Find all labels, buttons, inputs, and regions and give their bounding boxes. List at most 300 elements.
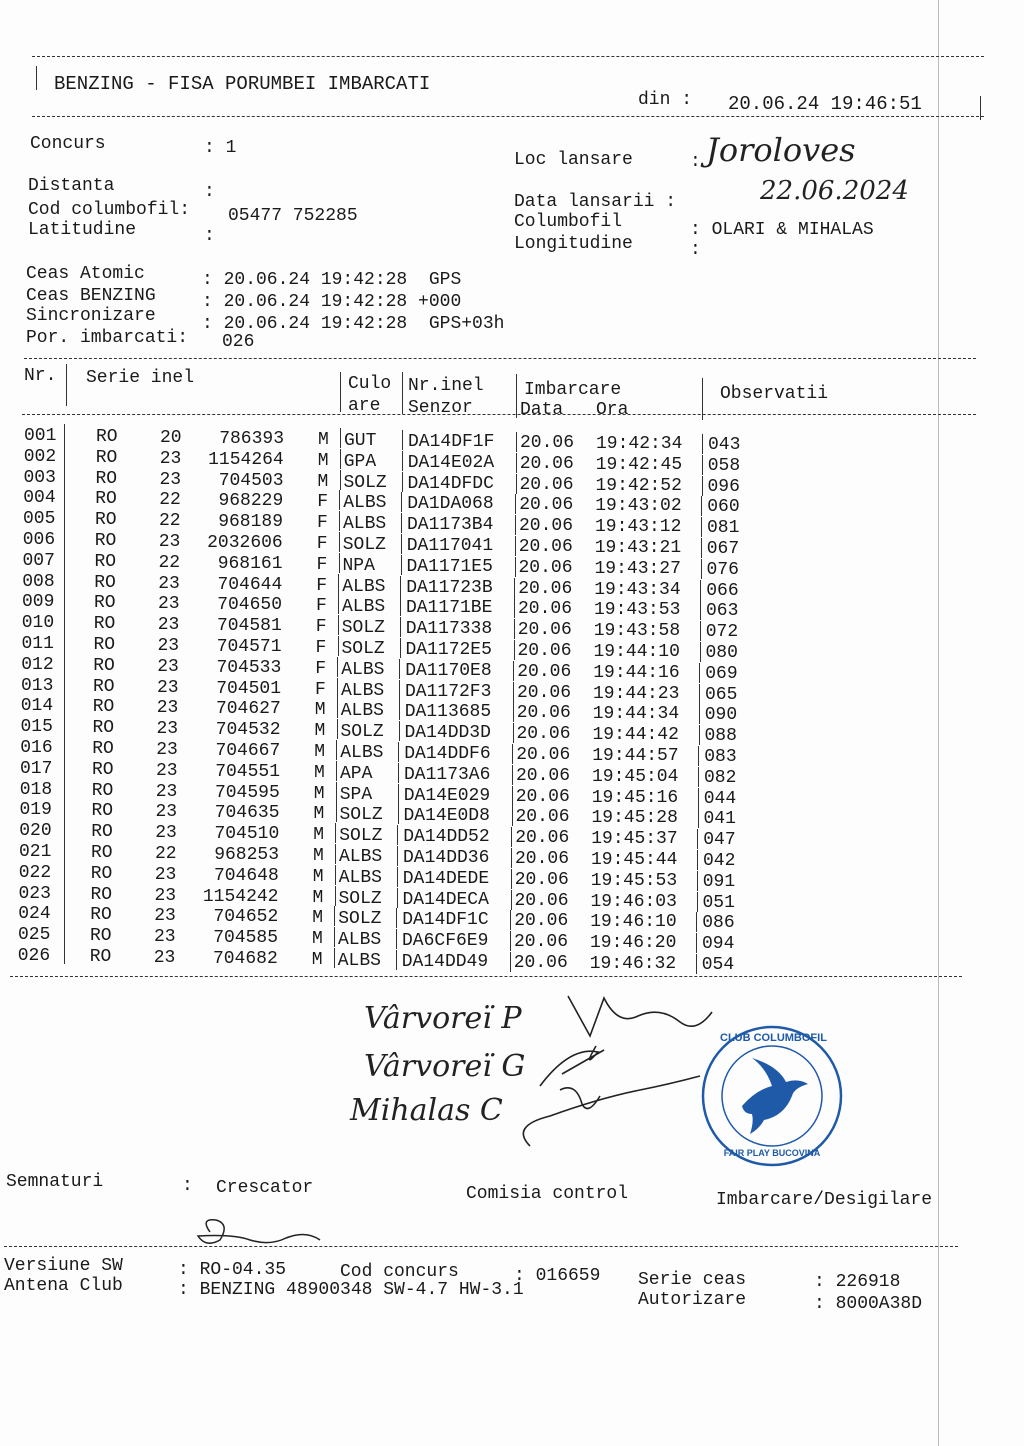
- row-sex: M: [312, 929, 323, 950]
- row-sensor: DA6CF6E9: [402, 931, 489, 952]
- semnatura-crescator: Crescator: [216, 1178, 314, 1198]
- cod-columbofil-label: Cod columbofil:: [28, 200, 191, 220]
- row-country: RO: [95, 447, 118, 468]
- row-time: 19:43:12: [595, 517, 682, 538]
- table-row: [0, 946, 1024, 975]
- row-country: RO: [90, 905, 112, 926]
- row-sensor: DA14DFDC: [407, 473, 494, 494]
- row-country: RO: [91, 780, 114, 801]
- row-date: 20.06: [515, 807, 570, 828]
- handwritten-name-3: Mihalas C: [350, 1093, 503, 1128]
- row-time: 19:45:37: [591, 829, 678, 850]
- row-country: RO: [91, 843, 113, 863]
- row-observation: 060: [707, 497, 740, 518]
- row-year: 23: [157, 615, 180, 636]
- row-sensor: DA14DF1C: [402, 910, 489, 931]
- row-year: 23: [156, 719, 179, 740]
- col-nr: Nr.: [24, 366, 57, 386]
- row-sensor: DA14DF1F: [408, 432, 495, 452]
- row-nr: 017: [20, 758, 53, 779]
- row-date: 20.06: [519, 453, 574, 474]
- row-time: 19:45:04: [592, 766, 679, 787]
- row-date: 20.06: [516, 765, 571, 786]
- row-country: RO: [95, 489, 117, 510]
- row-ring-number: 1154264: [208, 449, 284, 470]
- row-time: 19:42:45: [595, 454, 683, 475]
- row-sensor: DA14DD52: [403, 827, 490, 848]
- row-color: NPA: [342, 555, 375, 576]
- row-ring-number: 704585: [213, 928, 278, 949]
- table-row: [0, 530, 1024, 559]
- row-divider: [340, 449, 341, 469]
- row-date: 20.06: [514, 911, 569, 932]
- row-country: RO: [91, 801, 114, 822]
- longitudine-value: :: [690, 240, 701, 260]
- row-observation: 066: [706, 580, 739, 601]
- footer-rule: [4, 1246, 958, 1247]
- row-divider: [336, 740, 337, 760]
- col-divider-2: [340, 372, 341, 412]
- row-divider: [336, 782, 337, 802]
- row-divider: [335, 823, 336, 843]
- row-ring-number: 968229: [218, 491, 284, 512]
- row-sex: M: [312, 908, 324, 929]
- row-country: RO: [90, 926, 112, 947]
- table-row: [0, 925, 1024, 955]
- table-row: [0, 592, 1024, 622]
- col-divider-4: [516, 374, 517, 418]
- report-title: BENZING - FISA PORUMBEI IMBARCATI: [54, 73, 431, 95]
- table-row: [0, 488, 1024, 518]
- row-observation: 047: [703, 830, 736, 851]
- row-observation: 043: [708, 435, 741, 455]
- row-time: 19:44:34: [592, 704, 680, 725]
- row-observation: 076: [706, 559, 739, 580]
- row-sex: M: [314, 762, 325, 783]
- row-sex: M: [313, 804, 325, 825]
- table-row: [0, 675, 1024, 705]
- row-color: ALBS: [338, 867, 382, 888]
- row-sex: F: [315, 679, 326, 700]
- row-date: 20.06: [520, 433, 575, 453]
- row-sex: M: [317, 450, 329, 471]
- row-color: SOLZ: [341, 618, 385, 639]
- row-ring-number: 704667: [215, 741, 281, 761]
- table-row: [0, 467, 1024, 497]
- row-time: 19:46:03: [590, 891, 677, 912]
- row-ring-number: 704595: [214, 782, 280, 803]
- latitudine-value: :: [204, 226, 215, 246]
- row-color: SOLZ: [338, 909, 382, 930]
- col-divider-1: [66, 364, 67, 406]
- row-year: 23: [155, 781, 178, 802]
- row-sensor: DA1173A6: [404, 764, 491, 785]
- crescator-signature: [190, 1214, 340, 1254]
- row-country: RO: [92, 718, 115, 739]
- row-divider: [334, 948, 335, 968]
- row-sensor: DA14DD36: [403, 848, 490, 868]
- row-ring-number: 704648: [213, 865, 279, 886]
- row-year: 23: [155, 802, 178, 823]
- row-divider: [335, 886, 336, 906]
- row-date: 20.06: [518, 578, 573, 599]
- row-nr: 013: [21, 675, 54, 696]
- row-date: 20.06: [516, 724, 571, 745]
- row-color: SOLZ: [340, 722, 384, 743]
- table-row: [0, 550, 1024, 580]
- row-year: 23: [158, 573, 180, 594]
- row-year: 23: [159, 448, 182, 469]
- col-serie: Serie inel: [86, 368, 195, 388]
- semnatura-imbarcare: Imbarcare/Desigilare: [716, 1190, 933, 1210]
- serie-ceas-label: Serie ceas: [638, 1270, 747, 1290]
- row-color: ALBS: [341, 680, 385, 701]
- row-nr: 014: [20, 696, 54, 717]
- row-ring-number: 704571: [216, 637, 282, 657]
- row-year: 23: [153, 948, 176, 968]
- row-divider: [510, 952, 511, 972]
- table-row: [0, 613, 1024, 643]
- row-color: ALBS: [337, 951, 381, 971]
- row-ring-number: 704635: [214, 803, 280, 824]
- row-ring-number: 704650: [217, 595, 282, 616]
- ceas-atomic-value: : 20.06.24 19:42:28 GPS: [202, 270, 462, 290]
- row-date: 20.06: [518, 557, 573, 578]
- row-country: RO: [92, 697, 115, 718]
- row-nr: 001: [24, 426, 57, 446]
- table-row: [0, 634, 1024, 663]
- row-ring-number: 704532: [215, 720, 281, 741]
- signature-scribbles: [500, 986, 730, 1156]
- concurs-label: Concurs: [30, 134, 106, 154]
- row-country: RO: [94, 593, 116, 614]
- row-ring-number: 704627: [215, 699, 281, 720]
- row-nr: 010: [21, 613, 55, 634]
- row-country: RO: [93, 614, 116, 635]
- row-nr: 006: [22, 530, 56, 550]
- row-time: 19:44:16: [593, 662, 680, 683]
- col-inel-1: Nr.inel: [408, 376, 484, 396]
- row-nr: 002: [23, 446, 57, 467]
- handwritten-name-2: Vârvoreï G: [364, 1049, 526, 1084]
- row-ring-number: 704644: [217, 574, 283, 595]
- row-country: RO: [95, 510, 117, 531]
- row-sensor: DA113685: [404, 702, 492, 723]
- row-divider: [338, 594, 339, 614]
- body-divider-nr: [64, 424, 65, 964]
- table-row: [0, 862, 1024, 892]
- ceas-benzing-label: Ceas BENZING: [26, 286, 156, 306]
- row-sex: M: [311, 950, 323, 970]
- row-divider: [340, 428, 341, 448]
- row-observation: 051: [702, 892, 735, 913]
- handwritten-name-1: Vârvoreï P: [364, 1001, 522, 1036]
- row-color: SOLZ: [343, 472, 387, 493]
- row-time: 19:44:23: [593, 683, 680, 704]
- row-date: 20.06: [517, 661, 572, 682]
- cod-concurs-label: Cod concurs: [340, 1262, 459, 1282]
- row-divider: [338, 574, 339, 594]
- row-country: RO: [90, 863, 113, 884]
- row-divider: [335, 844, 336, 864]
- semnaturi-sep: :: [182, 1176, 193, 1196]
- row-color: ALBS: [341, 659, 385, 680]
- row-sensor: DA117338: [405, 619, 493, 640]
- row-country: RO: [94, 551, 117, 572]
- row-color: ALBS: [338, 930, 382, 951]
- row-sex: F: [316, 596, 327, 617]
- row-divider: [335, 865, 336, 885]
- row-date: 20.06: [516, 703, 571, 724]
- por-imbarcati-label: Por. imbarcati:: [26, 328, 189, 348]
- distanta-value: :: [204, 182, 215, 202]
- table-bottom-rule: [10, 976, 962, 977]
- row-time: 19:43:58: [593, 621, 681, 642]
- row-nr: 007: [22, 550, 55, 571]
- row-color: SPA: [339, 784, 373, 805]
- row-ring-number: 968253: [214, 845, 279, 865]
- row-year: 23: [154, 906, 176, 927]
- din-label: din :: [638, 90, 693, 110]
- col-culoare-1: Culo: [348, 374, 392, 394]
- row-date: 20.06: [519, 495, 574, 516]
- concurs-value: : 1: [204, 138, 237, 158]
- row-nr: 020: [19, 821, 52, 842]
- row-year: 23: [154, 885, 177, 906]
- row-nr: 018: [19, 779, 53, 800]
- table-row: [0, 904, 1024, 934]
- row-date: 20.06: [517, 682, 572, 703]
- row-color: SOLZ: [341, 639, 385, 659]
- row-date: 20.06: [519, 516, 574, 537]
- row-observation: 082: [704, 767, 737, 788]
- row-color: GPA: [343, 451, 377, 472]
- row-country: RO: [90, 884, 113, 905]
- row-divider: [334, 906, 335, 926]
- row-divider: [339, 532, 340, 552]
- table-row: [0, 717, 1024, 747]
- row-year: 23: [154, 864, 177, 885]
- row-country: RO: [89, 947, 112, 967]
- row-sensor: DA14E02A: [407, 452, 495, 473]
- row-ring-number: 704503: [218, 470, 284, 491]
- row-sex: F: [315, 638, 327, 658]
- table-row: [0, 779, 1024, 809]
- loc-lansare-label: Loc lansare: [514, 150, 633, 170]
- row-time: 19:45:16: [591, 787, 679, 808]
- row-year: 23: [156, 698, 179, 719]
- row-sensor: DA1170E8: [405, 660, 492, 681]
- cod-columbofil-value: 05477 752285: [228, 206, 358, 226]
- row-country: RO: [96, 427, 118, 447]
- por-imbarcati-value: 026: [222, 332, 255, 352]
- row-observation: 065: [705, 684, 738, 705]
- row-ring-number: 968161: [217, 553, 283, 574]
- row-observation: 054: [701, 955, 735, 975]
- row-observation: 081: [707, 518, 740, 539]
- row-year: 23: [158, 594, 180, 615]
- row-divider: [337, 719, 338, 739]
- ceas-atomic-label: Ceas Atomic: [26, 264, 145, 284]
- table-row: [0, 738, 1024, 767]
- row-nr: 003: [23, 467, 56, 488]
- row-time: 19:46:20: [590, 933, 677, 954]
- row-observation: 096: [707, 476, 740, 497]
- row-ring-number: 704682: [212, 949, 278, 969]
- row-observation: 042: [703, 851, 736, 871]
- row-sex: M: [314, 721, 326, 742]
- row-date: 20.06: [514, 890, 569, 911]
- row-year: 23: [159, 469, 182, 490]
- row-time: 19:44:10: [593, 642, 680, 662]
- row-sex: F: [316, 554, 328, 575]
- row-observation: 088: [704, 726, 737, 747]
- row-nr: 009: [22, 592, 55, 613]
- table-row: [0, 654, 1024, 684]
- table-header-rule: [22, 414, 976, 415]
- row-sensor: DA1172E5: [405, 640, 492, 660]
- row-country: RO: [94, 572, 116, 593]
- col-divider-3: [402, 372, 403, 414]
- row-divider: [696, 954, 697, 974]
- row-time: 19:45:44: [591, 850, 678, 870]
- row-observation: 069: [705, 663, 738, 684]
- header-left-bar: [36, 66, 37, 90]
- header-top-rule: [32, 56, 984, 57]
- table-row: [0, 446, 1024, 476]
- table-top-rule: [24, 358, 976, 359]
- row-sex: M: [317, 471, 329, 492]
- row-color: SOLZ: [339, 805, 383, 826]
- row-sex: M: [314, 742, 326, 762]
- row-nr: 005: [23, 509, 56, 530]
- row-sensor: DA1171BE: [406, 598, 493, 619]
- row-date: 20.06: [514, 932, 569, 953]
- row-time: 19:43:21: [594, 538, 682, 558]
- row-year: 22: [158, 552, 181, 573]
- columbofil-label: Columbofil: [514, 212, 623, 232]
- row-time: 19:44:42: [592, 725, 679, 746]
- row-color: ALBS: [342, 597, 386, 618]
- row-color: ALBS: [340, 701, 384, 722]
- row-divider: [334, 927, 335, 947]
- stamp-text-top: CLUB COLUMBOFIL: [720, 1032, 827, 1044]
- row-year: 23: [155, 823, 177, 844]
- row-nr: 024: [18, 904, 51, 925]
- row-observation: 090: [704, 705, 738, 726]
- row-observation: 083: [704, 747, 737, 767]
- table-row: [0, 509, 1024, 539]
- row-sex: M: [313, 846, 324, 866]
- row-observation: 067: [706, 539, 740, 559]
- row-color: ALBS: [340, 743, 384, 763]
- row-time: 19:44:57: [592, 746, 679, 766]
- row-time: 19:43:27: [594, 558, 681, 579]
- antena-value: : BENZING 48900348 SW-4.7 HW-3.1: [178, 1280, 524, 1300]
- row-ring-number: 704581: [216, 616, 282, 637]
- col-ora: Ora: [596, 400, 629, 420]
- row-year: 22: [155, 844, 177, 864]
- row-observation: 080: [705, 643, 738, 663]
- row-nr: 023: [18, 883, 51, 904]
- row-sex: M: [314, 700, 326, 721]
- row-divider: [396, 950, 397, 970]
- row-sensor: DA14E029: [403, 785, 491, 806]
- row-sensor: DA14E0D8: [403, 806, 490, 827]
- row-nr: 004: [23, 488, 56, 509]
- versiune-value: : RO-04.35: [178, 1260, 287, 1280]
- row-color: SOLZ: [338, 888, 382, 909]
- latitudine-label: Latitudine: [28, 220, 137, 240]
- autorizare-label: Autorizare: [638, 1290, 747, 1310]
- table-row: [0, 800, 1024, 830]
- row-date: 20.06: [518, 599, 573, 620]
- row-ring-number: 786393: [219, 429, 284, 449]
- row-sensor: DA14DD3D: [404, 723, 491, 744]
- row-year: 23: [157, 636, 180, 656]
- row-date: 20.06: [518, 537, 573, 557]
- row-sensor: DA11723B: [406, 577, 493, 598]
- row-ring-number: 704501: [216, 678, 281, 699]
- row-date: 20.06: [515, 849, 570, 869]
- row-observation: 063: [706, 601, 739, 622]
- row-color: GUT: [344, 431, 377, 451]
- antena-label: Antena Club: [4, 1276, 123, 1296]
- row-year: 23: [158, 532, 181, 552]
- row-year: 23: [157, 656, 179, 677]
- row-color: ALBS: [339, 847, 383, 867]
- row-observation: 044: [703, 788, 737, 809]
- table-row: [0, 696, 1024, 726]
- cod-concurs-value: : 016659: [514, 1266, 601, 1286]
- sincronizare-value: : 20.06.24 19:42:28 GPS+03h: [202, 314, 505, 334]
- row-time: 19:43:53: [594, 600, 681, 621]
- ceas-benzing-value: : 20.06.24 19:42:28 +000: [202, 292, 462, 312]
- row-time: 19:45:28: [591, 808, 678, 829]
- row-date: 20.06: [517, 620, 572, 641]
- row-date: 20.06: [515, 786, 570, 807]
- versiune-label: Versiune SW: [4, 1256, 123, 1276]
- row-country: RO: [93, 655, 115, 676]
- row-sex: M: [313, 783, 325, 804]
- row-sex: F: [316, 534, 328, 554]
- row-country: RO: [93, 635, 116, 655]
- row-date: 20.06: [515, 828, 570, 849]
- table-row: [0, 883, 1024, 913]
- row-time: 19:43:02: [595, 496, 682, 517]
- row-divider: [339, 553, 340, 573]
- row-divider: [338, 615, 339, 635]
- row-nr: 021: [19, 842, 52, 862]
- row-date: 20.06: [513, 953, 568, 973]
- longitudine-label: Longitudine: [514, 234, 633, 254]
- distanta-label: Distanta: [28, 176, 115, 196]
- row-observation: 086: [702, 913, 735, 934]
- row-observation: 041: [703, 809, 736, 830]
- row-nr: 008: [22, 571, 55, 592]
- row-divider: [337, 698, 338, 718]
- table-row: [0, 758, 1024, 788]
- row-year: 22: [159, 511, 181, 532]
- row-ring-number: 704510: [214, 824, 280, 845]
- row-sex: F: [317, 513, 328, 534]
- row-country: RO: [93, 676, 115, 697]
- col-observatii: Observatii: [720, 384, 829, 404]
- row-color: APA: [340, 763, 373, 784]
- row-sex: M: [313, 825, 325, 846]
- row-sex: F: [317, 492, 329, 513]
- print-timestamp: 20.06.24 19:46:51: [728, 93, 922, 115]
